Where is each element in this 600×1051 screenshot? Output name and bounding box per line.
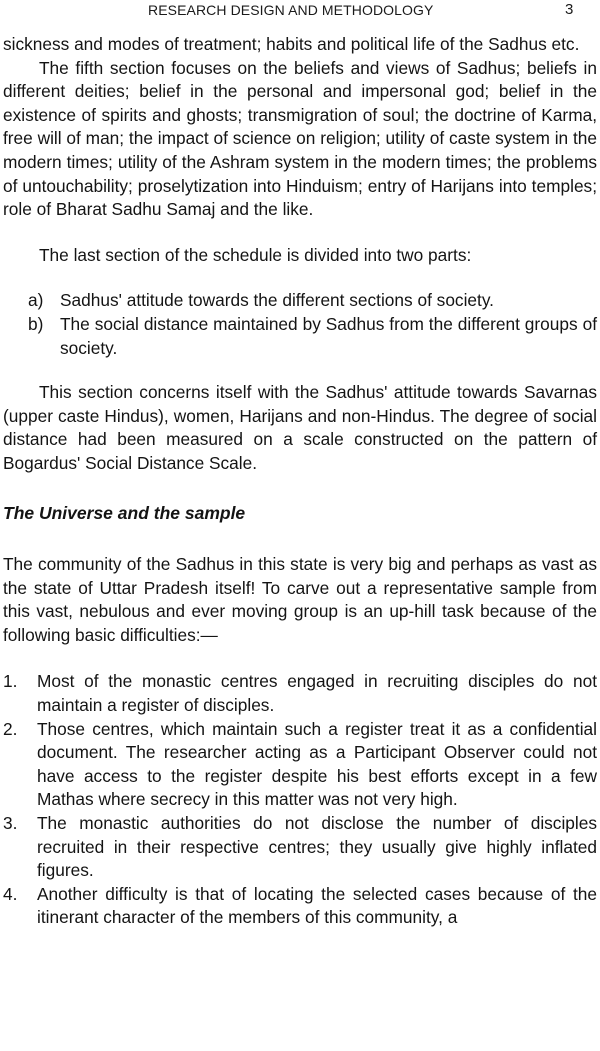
paragraph-last-section: The last section of the schedule is divided into two parts:: [39, 244, 472, 265]
list-marker: 3.: [3, 813, 18, 834]
paragraph-fifth-section: The fifth section focuses on the beliefs and views of Sadhus; beliefs in different deities; belief in the personal and impersonal god; belief in the existence of spirits and ghosts; transmigration of soul; the doctrine of Karma, free will of man; the impact of science on religion; utility of caste system in the modern times; utility of the Ashram system in the modern times; the problems of untouchability; proselytization into Hinduism; entry of Harijans into temples; role of Bharat Sadhu Samaj and the like.: [3, 57, 597, 220]
list-item: [3, 812, 597, 883]
list-item: [3, 289, 597, 313]
list-marker: 4.: [3, 883, 18, 904]
list-item-text: The social distance maintained by Sadhus from the different groups of society.: [60, 313, 597, 358]
page-header: [0, 2, 600, 22]
list-item-text: Sadhus' attitude towards the different sections of society.: [60, 290, 494, 311]
list-item: [3, 313, 597, 360]
running-head: RESEARCH DESIGN AND METHODOLOGY: [148, 2, 434, 18]
page-body: [3, 33, 597, 930]
list-item: [3, 670, 597, 717]
page-number: 3: [565, 1, 574, 18]
list-marker: 2.: [3, 718, 18, 739]
list-item-text: Those centres, which maintain such a register treat it as a confidential document. The researcher acting as a Participant Observer could not have access to the register despite his best efforts except in a few Mathas where secrecy in this matter was not very high.: [37, 718, 597, 810]
difficulties-list: [3, 670, 597, 930]
paragraph-continuation: sickness and modes of treatment; habits and political life of the Sadhus etc.: [3, 34, 580, 54]
list-item-text: The monastic authorities do not disclose the number of disciples recruited in their respective centres; they usually give highly inflated figures.: [37, 813, 597, 881]
list-marker: a): [28, 290, 44, 311]
section-heading: The Universe and the sample: [3, 502, 246, 523]
paragraph-attitude: This section concerns itself with the Sadhus' attitude towards Savarnas (upper caste Hindus), women, Harijans and non-Hindus. The degree of social distance had been measured on a scale constructed on the pattern of Bogardus' Social Distance Scale.: [3, 382, 597, 473]
list-item-text: Most of the monastic centres engaged in recruiting disciples do not maintain a register of disciples.: [37, 671, 597, 716]
paragraph-community: The community of the Sadhus in this state is very big and perhaps as vast as the state of Uttar Pradesh itself! To carve out a representative sample from this vast, nebulous and ever moving group is an up-hill task because of the following basic difficulties:—: [3, 554, 597, 645]
list-marker: b): [28, 313, 44, 334]
list-item-text: Another difficulty is that of locating the selected cases because of the itinerant character of the members of this community, a: [37, 883, 597, 928]
list-item: [3, 883, 597, 930]
list-item: [3, 718, 597, 812]
schedule-parts-list: [3, 289, 597, 360]
list-marker: 1.: [3, 671, 18, 692]
